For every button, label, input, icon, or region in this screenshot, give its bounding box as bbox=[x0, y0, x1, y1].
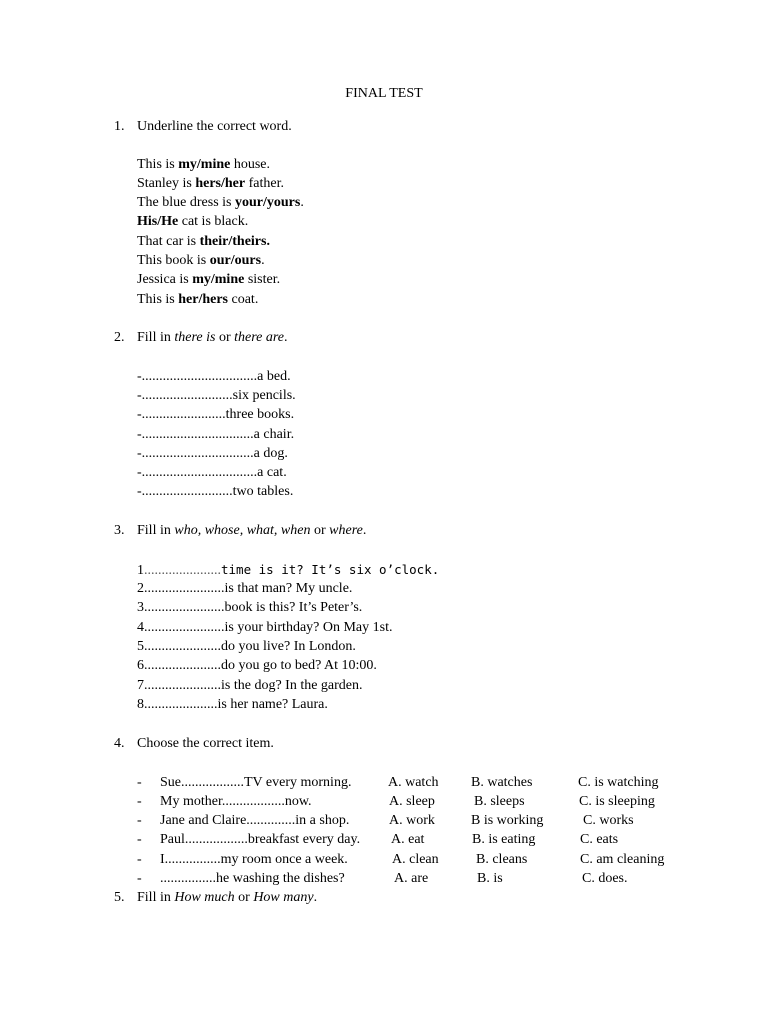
question-instruction: Fill in How much or How many. bbox=[137, 890, 318, 905]
q3-item: 3.......................book is this? It’s Peter’s. bbox=[137, 600, 363, 615]
q3-item: 6......................do you go to bed? At 10:00. bbox=[137, 658, 377, 673]
q1-item: This book is our/ours. bbox=[137, 253, 265, 268]
question-instruction: Choose the correct item. bbox=[137, 736, 274, 751]
question-instruction: Underline the correct word. bbox=[137, 119, 292, 134]
page-title: FINAL TEST bbox=[345, 86, 423, 101]
q2-item: -.................................a cat. bbox=[137, 465, 287, 480]
q1-item: This is my/mine house. bbox=[137, 157, 271, 172]
q3-item: 4.......................is your birthday? On May 1st. bbox=[137, 620, 393, 635]
question-number: 5. bbox=[114, 890, 125, 905]
q2-item: -..........................six pencils. bbox=[137, 388, 296, 403]
q1-item: This is her/hers coat. bbox=[137, 292, 259, 307]
q3-item: 1......................time is it? It’s six o’clock. bbox=[137, 562, 440, 578]
q2-item: -.................................a bed. bbox=[137, 369, 291, 384]
q1-item: Jessica is my/mine sister. bbox=[137, 272, 281, 287]
q2-item: -................................a dog. bbox=[137, 446, 288, 461]
question-number: 2. bbox=[114, 330, 125, 345]
q2-item: -..........................two tables. bbox=[137, 484, 294, 499]
question-instruction: Fill in there is or there are. bbox=[137, 330, 288, 345]
q1-item: His/He cat is black. bbox=[137, 214, 249, 229]
q3-item: 7......................is the dog? In the garden. bbox=[137, 678, 363, 693]
question-number: 3. bbox=[114, 523, 125, 538]
question-number: 4. bbox=[114, 736, 125, 751]
q3-item: 2.......................is that man? My uncle. bbox=[137, 581, 353, 596]
q1-item: That car is their/theirs. bbox=[137, 234, 270, 249]
question-instruction: Fill in who, whose, what, when or where. bbox=[137, 523, 367, 538]
q2-item: -................................a chair. bbox=[137, 427, 295, 442]
question-number: 1. bbox=[114, 119, 125, 134]
q1-item: Stanley is hers/her father. bbox=[137, 176, 284, 191]
q3-item: 8.....................is her name? Laura. bbox=[137, 697, 328, 712]
q2-item: -........................three books. bbox=[137, 407, 295, 422]
q3-item: 5......................do you live? In London. bbox=[137, 639, 356, 654]
worksheet-page: FINAL TEST 1. Underline the correct word. This is my/mine house. Stanley is hers/her father. The blue dress is your/yours. His/He cat is black. That car is their/theirs. This book is our/ours. Jessica is my/mine sister. This is her/hers coat. 2. Fill in there is or there are. -.................................a bed. -..........................six pencils. -........................three books. -................................a chair. -................................a dog. -.................................a cat. -..........................two tables. 3. Fill in who, whose, what, when or where. 1......................time is it? It’s six o’clock. 2.......................is that man? My uncle. 3.......................book is this? It’s Peter’s. 4.......................is your birthday? On May 1st. 5......................do you live? In London. 6......................do you go to bed? At 10:00. 7......................is the dog? In the garden. 8.....................is her name? Laura. 4. Choose the correct item. - Sue..................TV every morning. A. watch B. watches C. is watching - My mother..................now. A. sleep B. sleeps C. is sleeping - Jane and Claire..............in a shop. A. work B is working C. works - Paul..................breakfast every day. A. eat B. is eating C. eats - I................my room once a week. A. clean B. cleans C. am cleaning - ................he washing the dishes? A. are B. is C. does. 5. Fill in How much or How many. bbox=[0, 0, 768, 1024]
q1-item: The blue dress is your/yours. bbox=[137, 195, 304, 210]
